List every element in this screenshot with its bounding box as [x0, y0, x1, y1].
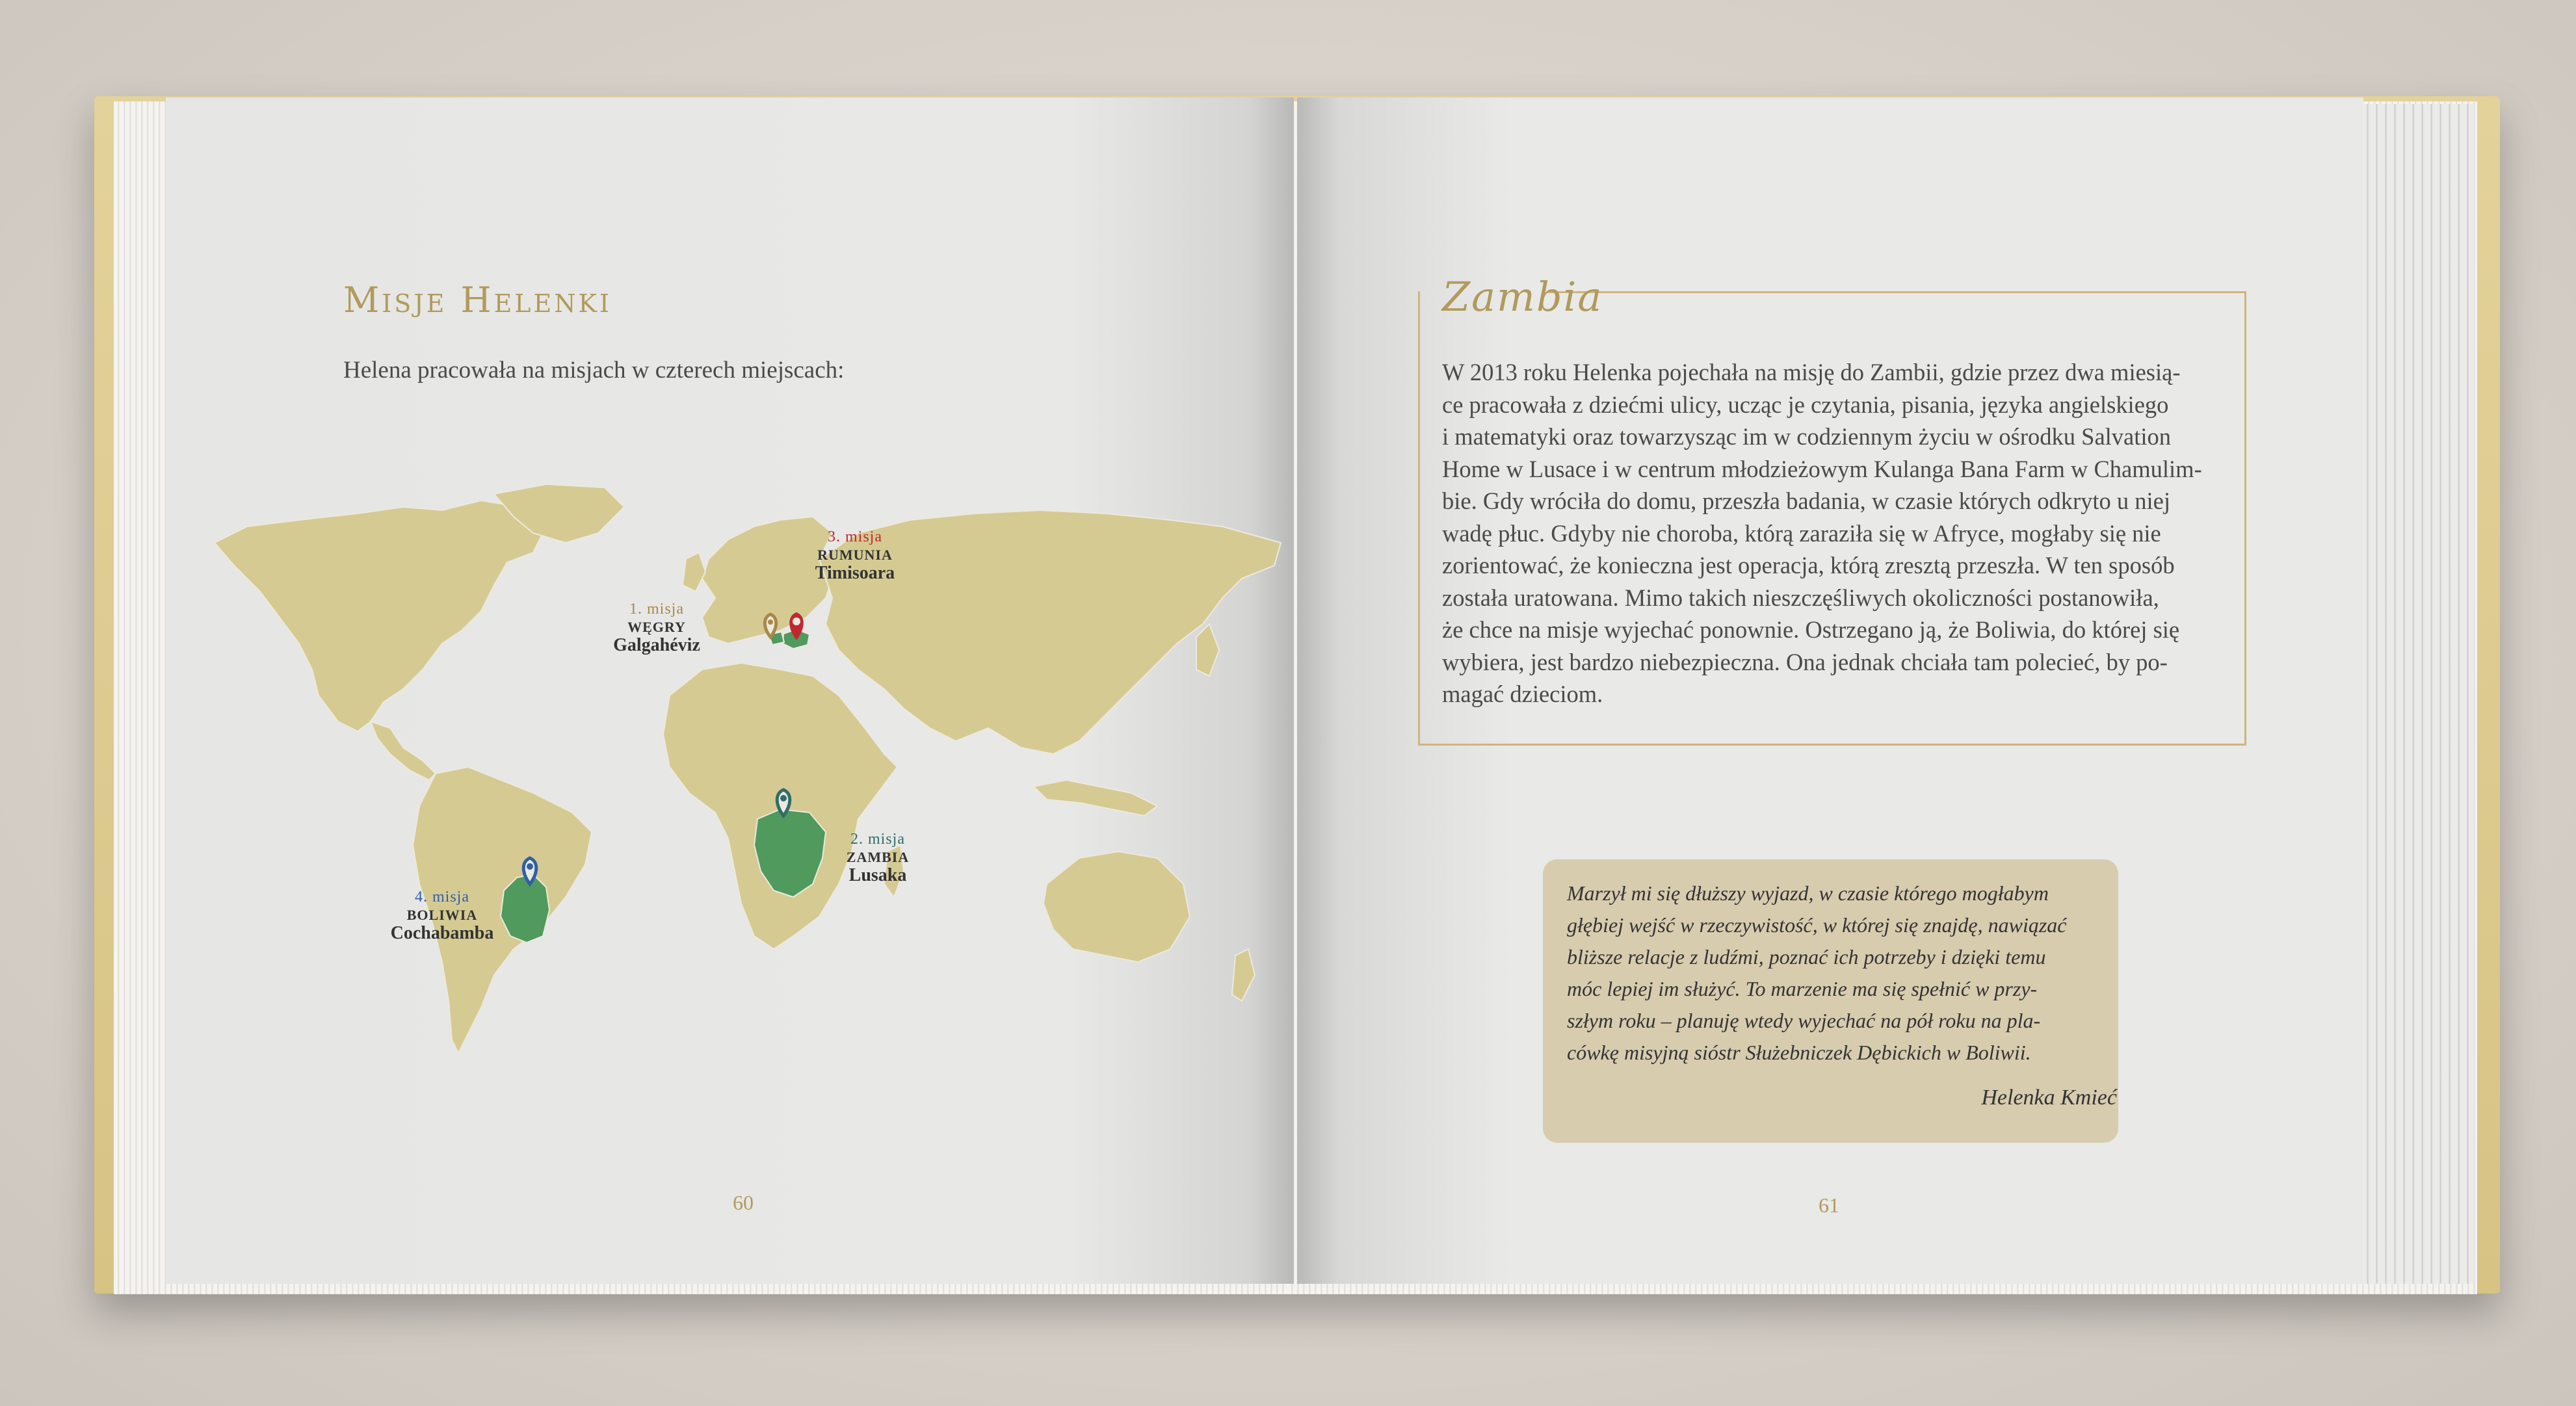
mission-label-zambia: [839, 831, 917, 886]
mission-label-bolivia: [384, 889, 501, 944]
mission-country: RUMUNIA: [817, 546, 893, 563]
quote-text: [1567, 878, 2116, 1069]
body-line: zorientować, że konieczna jest operacja, którą zresztą przeszła. W ten sposób: [1442, 552, 2175, 579]
body-line: ce pracowała z dziećmi ulicy, ucząc je czytania, pisania, języka angielskiego: [1442, 391, 2169, 418]
mission-label-romania: [806, 528, 904, 584]
world-map: [208, 481, 1294, 1066]
quote-line: bliższe relacje z ludźmi, poznać ich potrzeby i dzięki temu: [1567, 945, 2046, 969]
mission-country: BOLIWIA: [406, 906, 478, 923]
body-line: bie. Gdy wróciła do domu, przeszła badania, w czasie których odkryto u niej: [1442, 488, 2170, 514]
mission-city: Lusaka: [848, 865, 907, 885]
quote-signature: Helenka Kmieć: [1981, 1086, 2117, 1110]
map-pin-icon: [523, 858, 536, 884]
mission-country: WĘGRY: [627, 618, 686, 635]
quote-line: głębiej wejść w rzeczywistość, w której się znajdę, nawiązać: [1567, 913, 2067, 937]
mission-city: Timisoara: [815, 562, 895, 583]
body-line: Home w Lusace i w centrum młodzieżowym Kulanga Bana Farm w Chamulim-: [1442, 455, 2202, 482]
map-pin-icon: [765, 614, 776, 637]
australia: [1044, 852, 1190, 962]
mission-number: 3. misja: [828, 528, 882, 545]
body-line: została uratowana. Mimo takich nieszczęśliwych okoliczności postanowiła,: [1442, 584, 2159, 611]
quote-line: szłym roku – planuję wtedy wyjechać na pół roku na pla-: [1567, 1009, 2041, 1032]
body-text: [1442, 356, 2219, 710]
north-america: [215, 501, 546, 731]
quote-line: cówkę misyjną sióstr Służebniczek Dębickich w Boliwii.: [1567, 1041, 2031, 1064]
uk: [683, 553, 705, 592]
mission-city: Galgahéviz: [613, 634, 700, 655]
mission-label-hungary: [605, 601, 709, 656]
page-number: 61: [1819, 1193, 1839, 1217]
mission-number: 1. misja: [629, 601, 684, 618]
new-zealand: [1232, 949, 1255, 1001]
page-edges: [2360, 104, 2474, 1284]
japan: [1196, 624, 1219, 676]
mission-number: 4. misja: [415, 889, 469, 905]
body-line: i matematyki oraz towarzysząc im w codziennym życiu w ośrodku Salvation: [1442, 423, 2172, 450]
section-title: Zambia: [1442, 273, 1603, 320]
intro-text: Helena pracowała na misjach w czterech miejscach:: [343, 357, 845, 384]
body-line: że chce na misje wyjechać ponownie. Ostrzegano ją, że Boliwia, do której się: [1442, 616, 2180, 643]
central-america: [371, 722, 436, 780]
body-line: magać dzieciom.: [1442, 681, 1603, 707]
indonesia: [1034, 780, 1157, 816]
quote-line: Marzył mi się dłuższy wyjazd, w czasie którego mogłabym: [1567, 881, 2049, 905]
mission-number: 2. misja: [850, 831, 905, 848]
mission-city: Cochabamba: [390, 922, 494, 943]
mission-country: ZAMBIA: [846, 848, 910, 865]
quote-line: móc lepiej im służyć. To marzenie ma się spełnić w przy-: [1567, 977, 2038, 1000]
body-line: wadę płuc. Gdyby nie choroba, którą zaraziła się w Afryce, mogłaby się nie: [1442, 519, 2161, 547]
body-line: wybiera, jest bardzo niebezpieczna. Ona jednak chciała tam polecieć, by po-: [1442, 648, 2168, 675]
text-frame-top: [1547, 291, 2244, 293]
page-number: 60: [733, 1191, 754, 1214]
body-line: W 2013 roku Helenka pojechała na misję do Zambii, gdzie przez dwa miesią-: [1442, 359, 2181, 385]
map-pin-icon: [777, 790, 790, 816]
page-title: Misje Helenki: [343, 280, 612, 320]
